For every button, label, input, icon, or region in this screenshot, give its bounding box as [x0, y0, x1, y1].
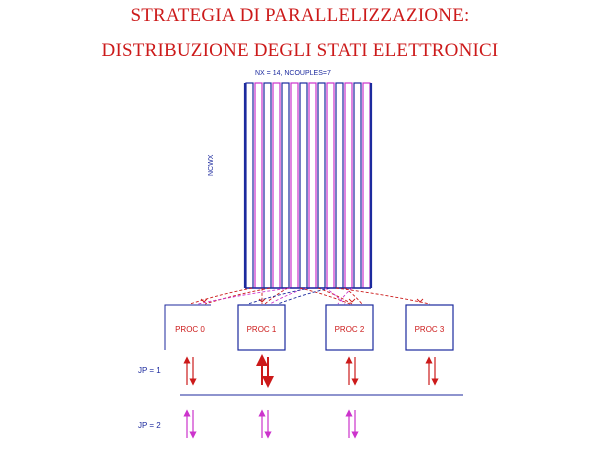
jp-1-label: JP = 1 — [138, 366, 161, 375]
processor-label: PROC 3 — [414, 325, 445, 334]
wavefunction-matrix — [245, 83, 371, 288]
matrix-column — [273, 83, 280, 288]
spin-arrows — [187, 357, 435, 438]
matrix-column — [327, 83, 334, 288]
matrix-column — [291, 83, 298, 288]
link-arrowhead — [349, 299, 355, 302]
matrix-side-label: NCWX — [208, 154, 215, 176]
matrix-column — [363, 83, 370, 288]
matrix-column — [264, 83, 271, 288]
processor-label: PROC 2 — [334, 325, 365, 334]
matrix-column — [282, 83, 289, 288]
matrix-column — [318, 83, 325, 288]
distribution-link — [198, 288, 290, 304]
processor-label: PROC 1 — [246, 325, 277, 334]
distribution-link — [336, 288, 430, 304]
matrix-column — [309, 83, 316, 288]
title-line-2: DISTRIBUZIONE DEGLI STATI ELETTRONICI — [101, 40, 499, 61]
matrix-column — [345, 83, 352, 288]
matrix-top-label: NX = 14, NCOUPLES=7 — [255, 70, 331, 77]
distribution-link — [318, 288, 352, 304]
distribution-link — [190, 288, 252, 304]
matrix-column — [336, 83, 343, 288]
processor-label: PROC 0 — [175, 325, 205, 334]
jp-2-label: JP = 2 — [138, 421, 161, 430]
matrix-column — [300, 83, 307, 288]
matrix-column — [255, 83, 262, 288]
link-arrowhead — [201, 299, 207, 302]
distribution-link — [325, 288, 345, 304]
distribution-link — [205, 288, 270, 304]
link-arrowhead — [417, 299, 423, 302]
distribution-links — [190, 288, 430, 304]
matrix-column — [246, 83, 253, 288]
title-line-1: STRATEGIA DI PARALLELIZZAZIONE: — [130, 5, 470, 26]
matrix-column — [354, 83, 361, 288]
